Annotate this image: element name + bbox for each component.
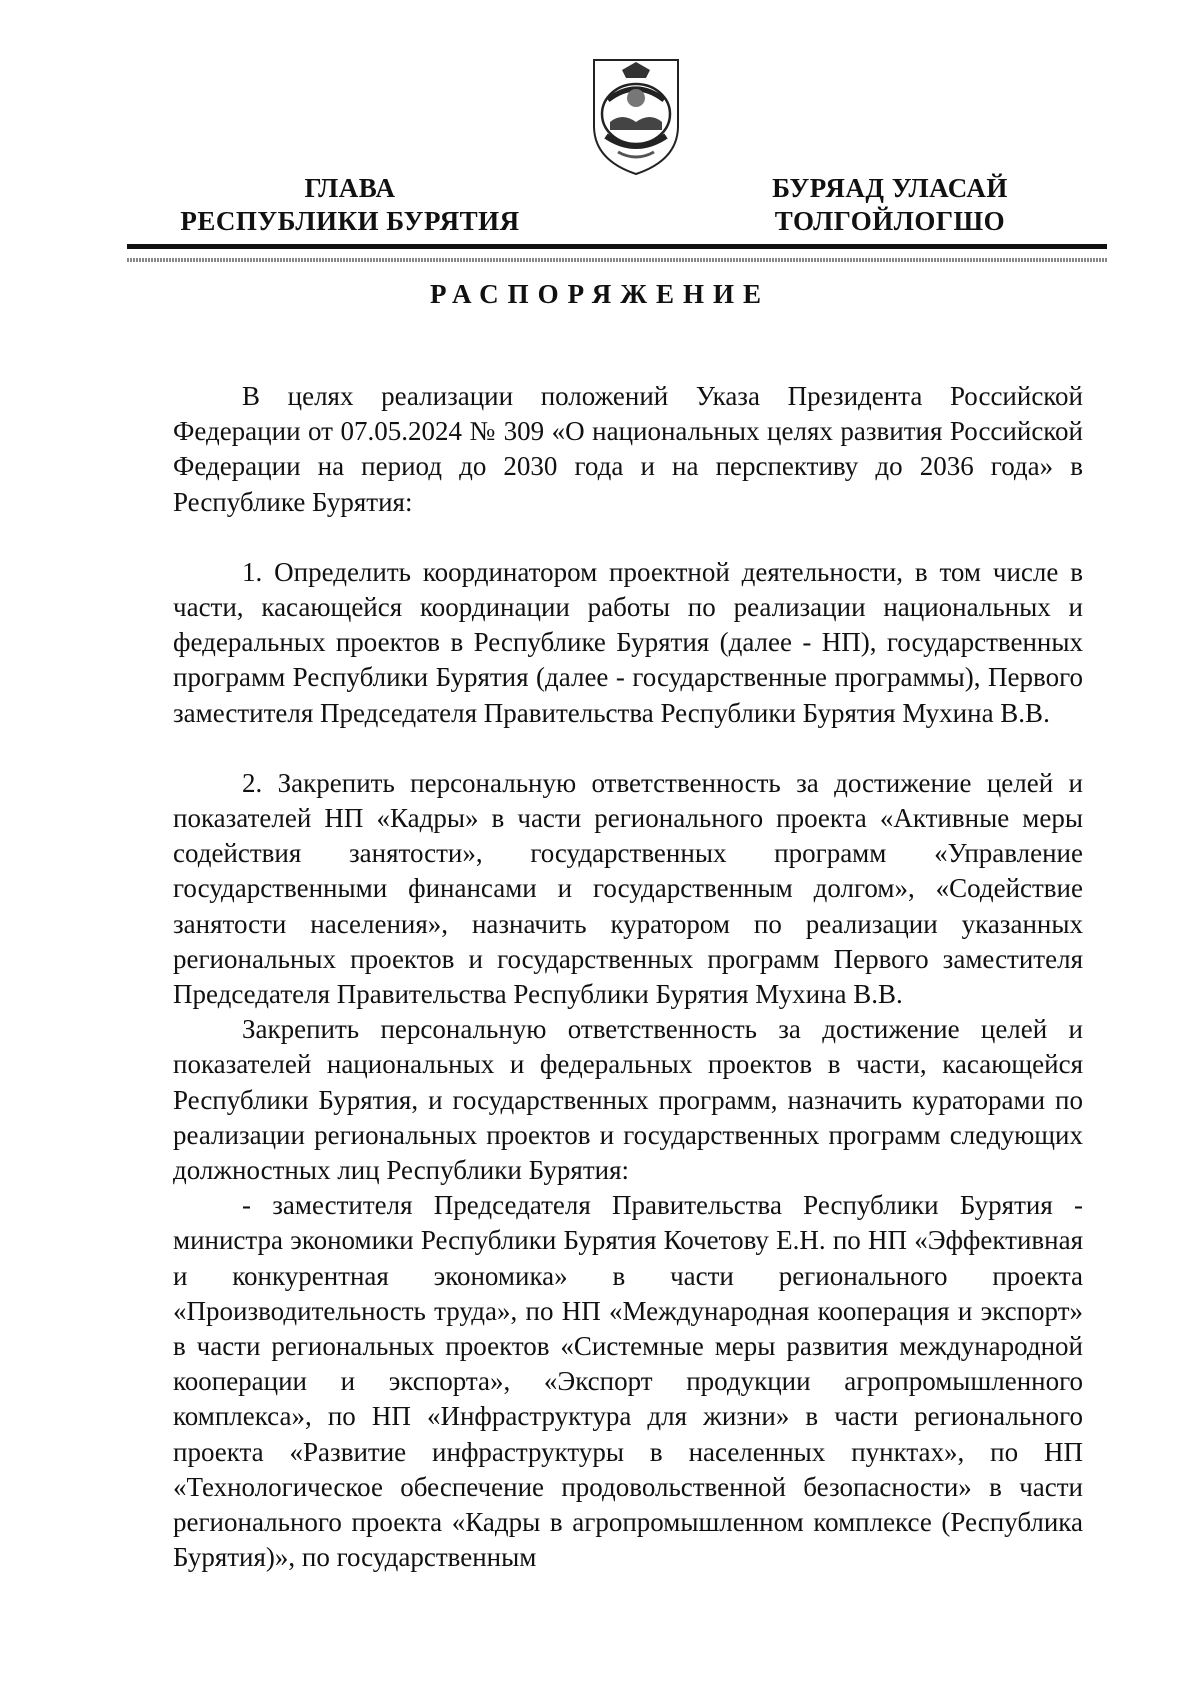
issuer-title-ru-line1: ГЛАВА <box>304 173 396 203</box>
paragraph-preamble: В целях реализации положений Указа Президента Российской Федерации от 07.05.2024 № 309 «О национальных целях развития Российской Федерации на период до 2030 года и на перспективу до 2036 года» в Республике Бурятия: <box>173 381 1083 517</box>
issuer-title-bua <box>705 172 1075 238</box>
issuer-title-ru-line2: РЕСПУБЛИКИ БУРЯТИЯ <box>180 206 520 236</box>
paragraph-curator-list: - заместителя Председателя Правительства Республики Бурятия - министра экономики Республики Бурятия Кочетову Е.Н. по НП «Эффективная и конкурентная экономика» в части регионального проекта «Производительность труда», по НП «Международная кооперация и экспорт» в части региональных проектов «Системные меры развития международной кооперации и экспорта», «Экспорт продукции агропромышленного комплекса», по НП «Инфраструктура для жизни» в части регионального проекта «Развитие инфраструктуры в населенных пунктах», по НП «Технологическое обеспечение продовольственной безопасности» в части регионального проекта «Кадры в агропромышленном комплексе (Республика Бурятия)», по государственным <box>173 1190 1083 1573</box>
paragraph-item-1: 1. Определить координатором проектной деятельности, в том числе в части, касающейся координации работы по реализации национальных и федеральных проектов в Республике Бурятия (далее - НП), государственных программ Республики Бурятия (далее - государственные программы), Первого заместителя Председателя Правительства Республики Бурятия Мухина В.В. <box>173 556 1083 728</box>
issuer-title-bua-line1: БУРЯАД УЛАСАЙ <box>772 173 1008 203</box>
coat-of-arms-icon <box>588 56 684 178</box>
issuer-title-bua-line2: ТОЛГОЙЛОГШО <box>774 206 1006 236</box>
document-body <box>173 379 1083 1576</box>
issuer-title-ru <box>165 172 535 238</box>
paragraph-item-2-continued: Закрепить персональную ответственность за достижение целей и показателей национальных и федеральных проектов в части, касающейся Республики Бурятия, и государственных программ, назначить кураторами по реализации региональных проектов и государственных программ следующих должностных лиц Республики Бурятия: <box>173 1014 1083 1186</box>
header-divider-thin <box>127 258 1107 262</box>
header-divider-thick <box>127 244 1107 249</box>
document-title: РАСПОРЯЖЕНИЕ <box>429 279 771 309</box>
paragraph-item-2: 2. Закрепить персональную ответственность за достижение целей и показателей НП «Кадры» в части регионального проекта «Активные меры содействия занятости», государственных программ «Управление государственными финансами и государственным долгом», «Содействие занятости населения», назначить куратором по реализации указанных региональных проектов и государственных программ Первого заместителя Председателя Правительства Республики Бурятия Мухина В.В. <box>173 767 1083 1010</box>
